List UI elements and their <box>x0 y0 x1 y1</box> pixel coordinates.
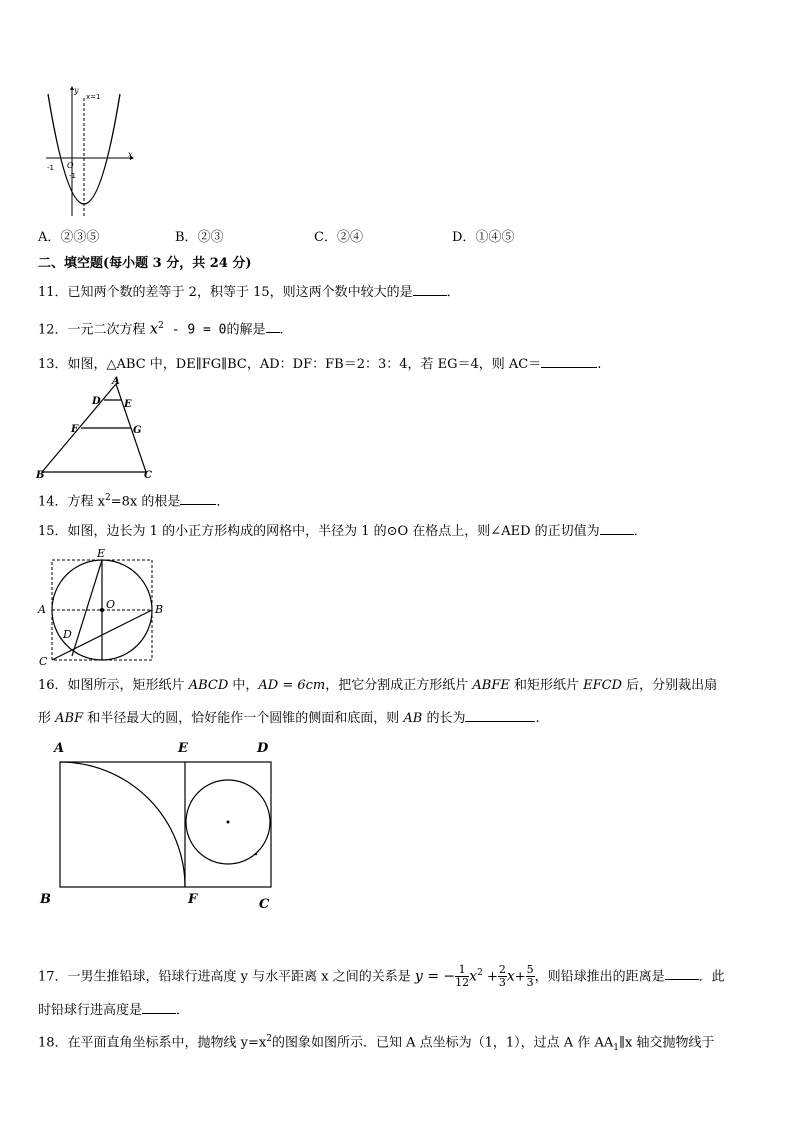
point-c: C <box>144 470 152 480</box>
answer-blank <box>266 320 280 333</box>
answer-blank <box>413 283 447 296</box>
point-c: C <box>39 655 48 668</box>
option-d: D．①④⑤ <box>452 230 515 245</box>
option-a: A．②③⑤ <box>38 230 100 245</box>
question-16-line2: 形 ABF 和半径最大的圆，恰好能作一个圆锥的侧面和底面，则 AB 的长为 . <box>38 711 540 726</box>
point-c: C <box>259 897 270 912</box>
point-e: E <box>97 547 106 560</box>
point-d: D <box>92 396 101 407</box>
point-b: B <box>36 470 45 480</box>
answer-blank <box>665 967 699 980</box>
answer-blank <box>600 522 634 535</box>
q15-circle-grid-figure <box>36 546 172 670</box>
question-13: 13．如图，△ABC 中，DE∥FG∥BC，AD：DF：FB＝2：3：4，若 EG＝4，则 AC＝ . <box>38 357 602 372</box>
question-11: 11．已知两个数的差等于 2，积等于 15，则这两个数中较大的是 ． <box>38 285 460 300</box>
section-heading: 二、填空题(每小题 3 分，共 24 分) <box>38 256 252 271</box>
circle-center <box>227 821 230 824</box>
answer-blank <box>465 709 535 722</box>
graph-y-label: y <box>74 86 79 95</box>
answer-blank <box>142 1001 176 1014</box>
point-b: B <box>155 603 164 616</box>
point-d: D <box>63 628 72 641</box>
question-17-line1: 17．一男生推铅球，铅球行进高度 y 与水平距离 x 之间的关系是 y = − $\frac{1}{12}$ $x^2$ + $\frac{2}{3}$ x+ $\frac{5}{3}$ ，则铅球推出的距离是 ．此 <box>38 963 725 990</box>
point-e: E <box>124 399 132 410</box>
rectangle-abcd <box>60 762 271 887</box>
question-12: 12．一元二次方程 $x^2 - 9 = 0$的解是 . <box>38 319 284 338</box>
point-a: A <box>112 376 120 387</box>
point-f: F <box>188 892 198 907</box>
circle-point <box>255 853 257 855</box>
point-a: A <box>38 603 46 616</box>
segment-ed <box>72 560 102 656</box>
fraction-2-3: $\frac{2}{3}$ <box>498 963 506 990</box>
question-14: 14．方程 $x^2=8x$ 的根是 ． <box>38 493 230 510</box>
point-b: B <box>40 892 51 907</box>
fraction-1-12: $\frac{1}{12}$ <box>455 963 470 990</box>
q16-rectangle-figure <box>36 736 286 914</box>
point-e: E <box>178 741 188 756</box>
question-18: 18．在平面直角坐标系中，抛物线 $y=x^2$的图象如图所示．已知 A 点坐标为（1，1），过点 A 作 $AA_1\parallel x$ 轴交抛物线于 <box>38 1034 715 1053</box>
option-b: B．②③ <box>175 230 224 245</box>
question-15: 15．如图，边长为 1 的小正方形构成的网格中，半径为 1 的⊙O 在格点上，则∠AED 的正切值为 ． <box>38 524 647 539</box>
point-o: O <box>106 598 116 611</box>
point-g: G <box>133 425 142 436</box>
graph-neg1-x-label: -1 <box>47 164 54 172</box>
center-point <box>100 608 104 612</box>
graph-x-label: x <box>128 150 133 159</box>
fraction-5-3: $\frac{5}{3}$ <box>526 963 534 990</box>
answer-blank <box>541 355 597 368</box>
point-f: F <box>71 424 79 435</box>
answer-blank <box>180 492 216 505</box>
graph-axis-line-label: x=1 <box>86 93 101 101</box>
point-d: D <box>257 741 269 756</box>
graph-origin-label: O <box>67 161 74 170</box>
point-a: A <box>54 741 65 756</box>
question-16-line1: 16．如图所示，矩形纸片 ABCD 中，AD = 6cm，把它分割成正方形纸片 ABFE 和矩形纸片 EFCD 后，分别裁出扇 <box>38 678 718 693</box>
graph-neg1-y-label: -1 <box>69 172 76 180</box>
option-c: C．②④ <box>314 230 363 245</box>
q10-parabola-graph <box>42 84 138 220</box>
arc-af <box>60 762 185 887</box>
question-17-line2: 时铅球行进高度是 ． <box>38 1003 190 1018</box>
q13-triangle-figure <box>34 376 158 480</box>
